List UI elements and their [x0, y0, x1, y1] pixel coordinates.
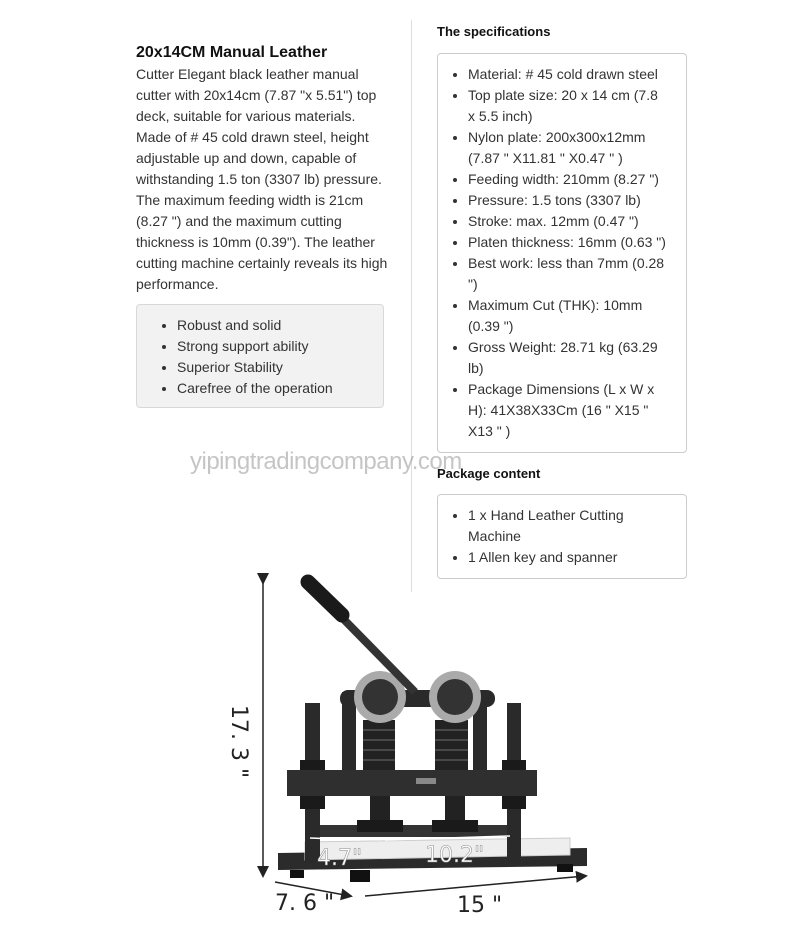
spec-item: • Top plate size: 20 x 14 cm (7.8 x 5.5 inch) [468, 85, 668, 127]
spec-item: • Maximum Cut (THK): 10mm (0.39 ") [468, 295, 668, 337]
plate-width-label: 10.2" [425, 843, 485, 868]
package-item: • 1 x Hand Leather Cutting Machine [468, 505, 668, 547]
cutter-machine [278, 582, 587, 882]
spec-item: • Package Dimensions (L x W x H): 41X38X33Cm (16 " X15 " X13 " ) [468, 379, 668, 442]
package-list [438, 495, 686, 568]
plate-depth-label: 4.7" [317, 846, 363, 871]
product-title: 20x14CM Manual Leather [136, 44, 328, 61]
spec-item: • Pressure: 1.5 tons (3307 lb) [468, 190, 668, 211]
feature-item: • Robust and solid [177, 315, 383, 336]
package-box [437, 494, 687, 579]
depth-label: 7. 6 " [275, 891, 335, 916]
product-image [220, 570, 600, 920]
watermark: yipingtradingcompany.com [190, 448, 462, 475]
specifications-list [438, 54, 686, 442]
specifications-box [437, 53, 687, 453]
feature-item: • Strong support ability [177, 336, 383, 357]
feature-item: • Superior Stability [177, 357, 383, 378]
spec-item: • Nylon plate: 200x300x12mm (7.87 " X11.81 " X0.47 " ) [468, 127, 668, 169]
product-description: Cutter Elegant black leather manual cutter with 20x14cm (7.87 "x 5.51") top deck, suitable for various materials. Made of # 45 cold drawn steel, height adjustable up and down, capable of withstanding 1.5 ton (3307 lb) pressure. The maximum feeding width is 21cm (8.27 ") and the maximum cutting thickness is 10mm (0.39"). The leather cutting machine certainly reveals its high performance. [136, 66, 388, 292]
specifications-heading: The specifications [437, 24, 551, 39]
spec-item: • Gross Weight: 28.71 kg (63.29 lb) [468, 337, 668, 379]
package-heading: Package content [437, 466, 541, 481]
height-label: 17. 3 " [226, 705, 251, 779]
spec-item: • Material: # 45 cold drawn steel [468, 64, 668, 85]
spec-item: • Stroke: max. 12mm (0.47 ") [468, 211, 668, 232]
features-box [136, 304, 384, 408]
spec-item: • Best work: less than 7mm (0.28 ") [468, 253, 668, 295]
spec-item: • Feeding width: 210mm (8.27 ") [468, 169, 668, 190]
product-description-section [136, 42, 388, 295]
column-divider [411, 20, 412, 592]
feature-item: • Carefree of the operation [177, 378, 383, 399]
spec-item: • Platen thickness: 16mm (0.63 ") [468, 232, 668, 253]
width-label: 15 " [457, 893, 503, 918]
features-list [137, 305, 383, 399]
package-item: • 1 Allen key and spanner [468, 547, 668, 568]
